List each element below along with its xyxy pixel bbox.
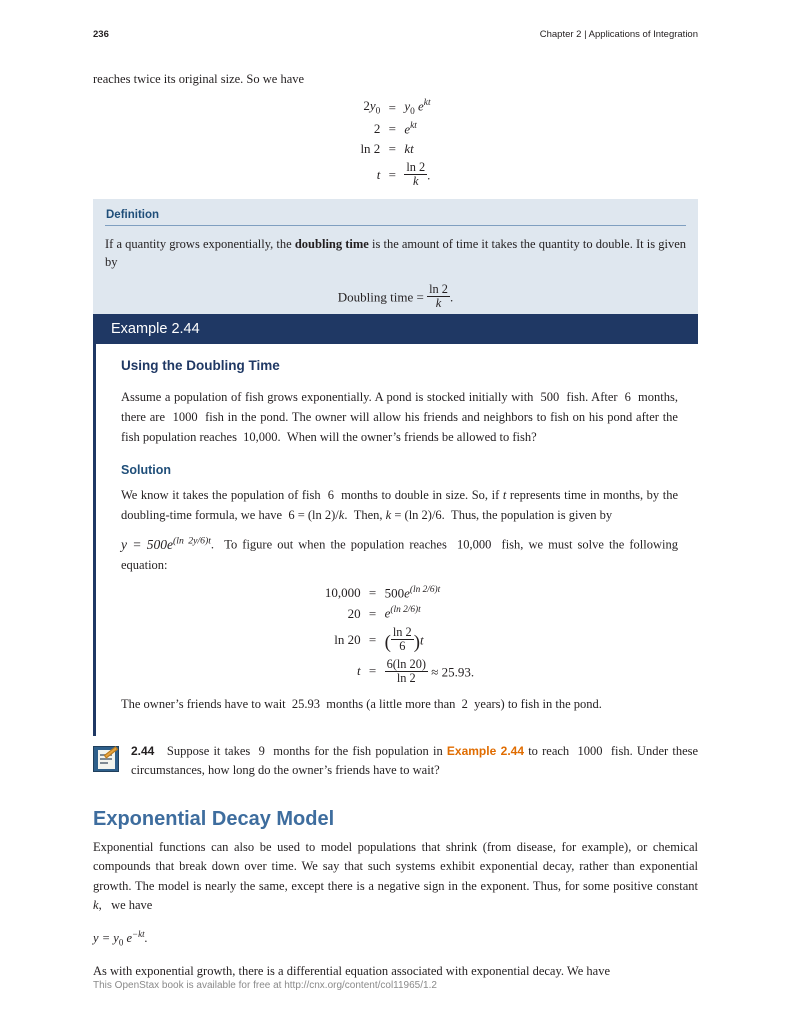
eq1-row1-lhs: $2y_0$	[363, 98, 381, 117]
intro-section	[93, 70, 698, 198]
solution-inline-equation: $y = 500e^{(ln 2y/6)t}$. To figure out when the population reaches 10,000 fish, we must solve the following equation:	[121, 535, 678, 573]
definition-equation-fraction: $\frac{\ln 2}{k}$	[429, 282, 448, 311]
definition-equation: Doubling time = $\frac{\ln 2}{k}$ .	[337, 282, 454, 311]
example-problem: Assume a population of fish grows exponentially. A pond is stocked initially with 500 fish. After 6 months, there are 1000 fish in the pond. The owner will allow his friends and neighbors to fish on his pond after the fish population reaches 10,000. When will the owner’s friends be allowed to fish?	[121, 390, 678, 444]
checkpoint-text-after: to reach 1000 fish. Under these circumstances, how long do the owner’s friends have to wait?	[131, 744, 699, 778]
eq2-row4-lhs: t	[356, 663, 361, 678]
section-body	[93, 838, 698, 993]
page-number: 236	[93, 29, 109, 40]
eq1-row3-rhs: kt	[404, 141, 414, 157]
example-closing: The owner’s friends have to wait 25.93 months (a little more than 2 years) to fish in the pond.	[121, 697, 602, 712]
section-paragraph-1: Exponential functions can also be used to model populations that shrink (from disease, for example), or chemical compounds that break down over time. We say that such systems exhibit exponential decay, rather than exponential growth. The model is nearly the same, except there is a negative sign in the exponent. Thus, for some positive constant k, we have	[93, 840, 698, 913]
eq1-row2-eq: =	[388, 121, 396, 137]
eq1-row3-lhs: ln 2	[360, 141, 381, 157]
eq2-row2-lhs: 20	[347, 605, 361, 621]
eq2-row2-eq: =	[368, 605, 377, 621]
eq2-row4-rhs: $\frac{6(\ln 20)}{\ln 2}$ ≈ 25.93.	[386, 656, 475, 685]
eq1-row4-rhs: $\frac{\ln 2}{k}$ .	[406, 160, 431, 189]
eq2-row1-eq: =	[368, 585, 377, 601]
definition-title: Definition	[106, 209, 160, 221]
definition-equation-label: Doubling time =	[337, 289, 424, 305]
section-paragraph-2: As with exponential growth, there is a differential equation associated with exponential decay. We have	[93, 964, 610, 979]
eq1-row2-rhs: $e^{kt}$	[404, 121, 417, 137]
example-body	[93, 344, 698, 722]
definition-divider	[105, 225, 686, 226]
page-footer: This OpenStax book is available for free at http://cnx.org/content/col11965/1.2	[93, 980, 437, 991]
checkpoint-number: 2.44	[131, 744, 155, 758]
eq2-row1-rhs: $500e^{(ln 2/6)t}$	[384, 585, 441, 601]
example-header	[93, 314, 698, 344]
checkpoint-icon	[93, 746, 119, 772]
chapter-title: Chapter 2 | Applications of Integration	[539, 29, 698, 40]
checkpoint-text-before: Suppose it takes 9 months for the fish population in	[166, 744, 443, 758]
eq2-row4-eq: =	[368, 663, 377, 678]
checkpoint	[93, 742, 698, 781]
eq1-row4-lhs: t	[376, 166, 381, 182]
equation-block-1	[93, 98, 698, 188]
example-cross-reference-link[interactable]: Example 2.44	[446, 744, 525, 758]
eq2-row3-lhs: ln 20	[334, 631, 361, 647]
checkpoint-text	[131, 742, 698, 781]
checkpoint-line-3	[100, 762, 108, 764]
eq1-row3-eq: =	[388, 141, 396, 157]
definition-box	[93, 199, 698, 326]
example-title: Using the Doubling Time	[121, 358, 280, 373]
eq1-row1-rhs: $y_0$ $e^{kt}$	[404, 98, 431, 118]
intro-paragraph: reaches twice its original size. So we have	[93, 72, 305, 86]
solution-label: Solution	[121, 463, 171, 477]
eq2-row2-rhs: $e^{(ln 2/6)t}$	[384, 605, 421, 621]
eq2-row1-lhs: 10,000	[324, 585, 361, 601]
section-inline-equation: $y = y_0$ $e^{-kt}$.	[93, 928, 148, 948]
equation-block-2	[121, 585, 678, 684]
eq1-row4-eq: =	[388, 166, 396, 182]
section-heading: Exponential Decay Model	[93, 808, 335, 830]
running-header	[93, 29, 698, 45]
solution-paragraph-1: We know it takes the population of fish 6 months to double in size. So, if t represents time in months, by the doubling-time formula, we have 6 = (ln 2)/k. Then, k = (ln 2)/6. Thus, the population is given by	[121, 488, 679, 522]
definition-body: If a quantity grows exponentially, the doubling time is the amount of time it takes the quantity to double. It is given by	[105, 237, 687, 270]
example-header-label: Example 2.44	[111, 321, 200, 337]
eq2-row3-eq: =	[368, 631, 377, 647]
eq1-row1-eq: =	[388, 99, 396, 115]
eq2-row3-rhs: ( $\frac{\ln 2}{6}$ )t	[384, 624, 424, 653]
eq1-row2-lhs: 2	[373, 121, 381, 137]
